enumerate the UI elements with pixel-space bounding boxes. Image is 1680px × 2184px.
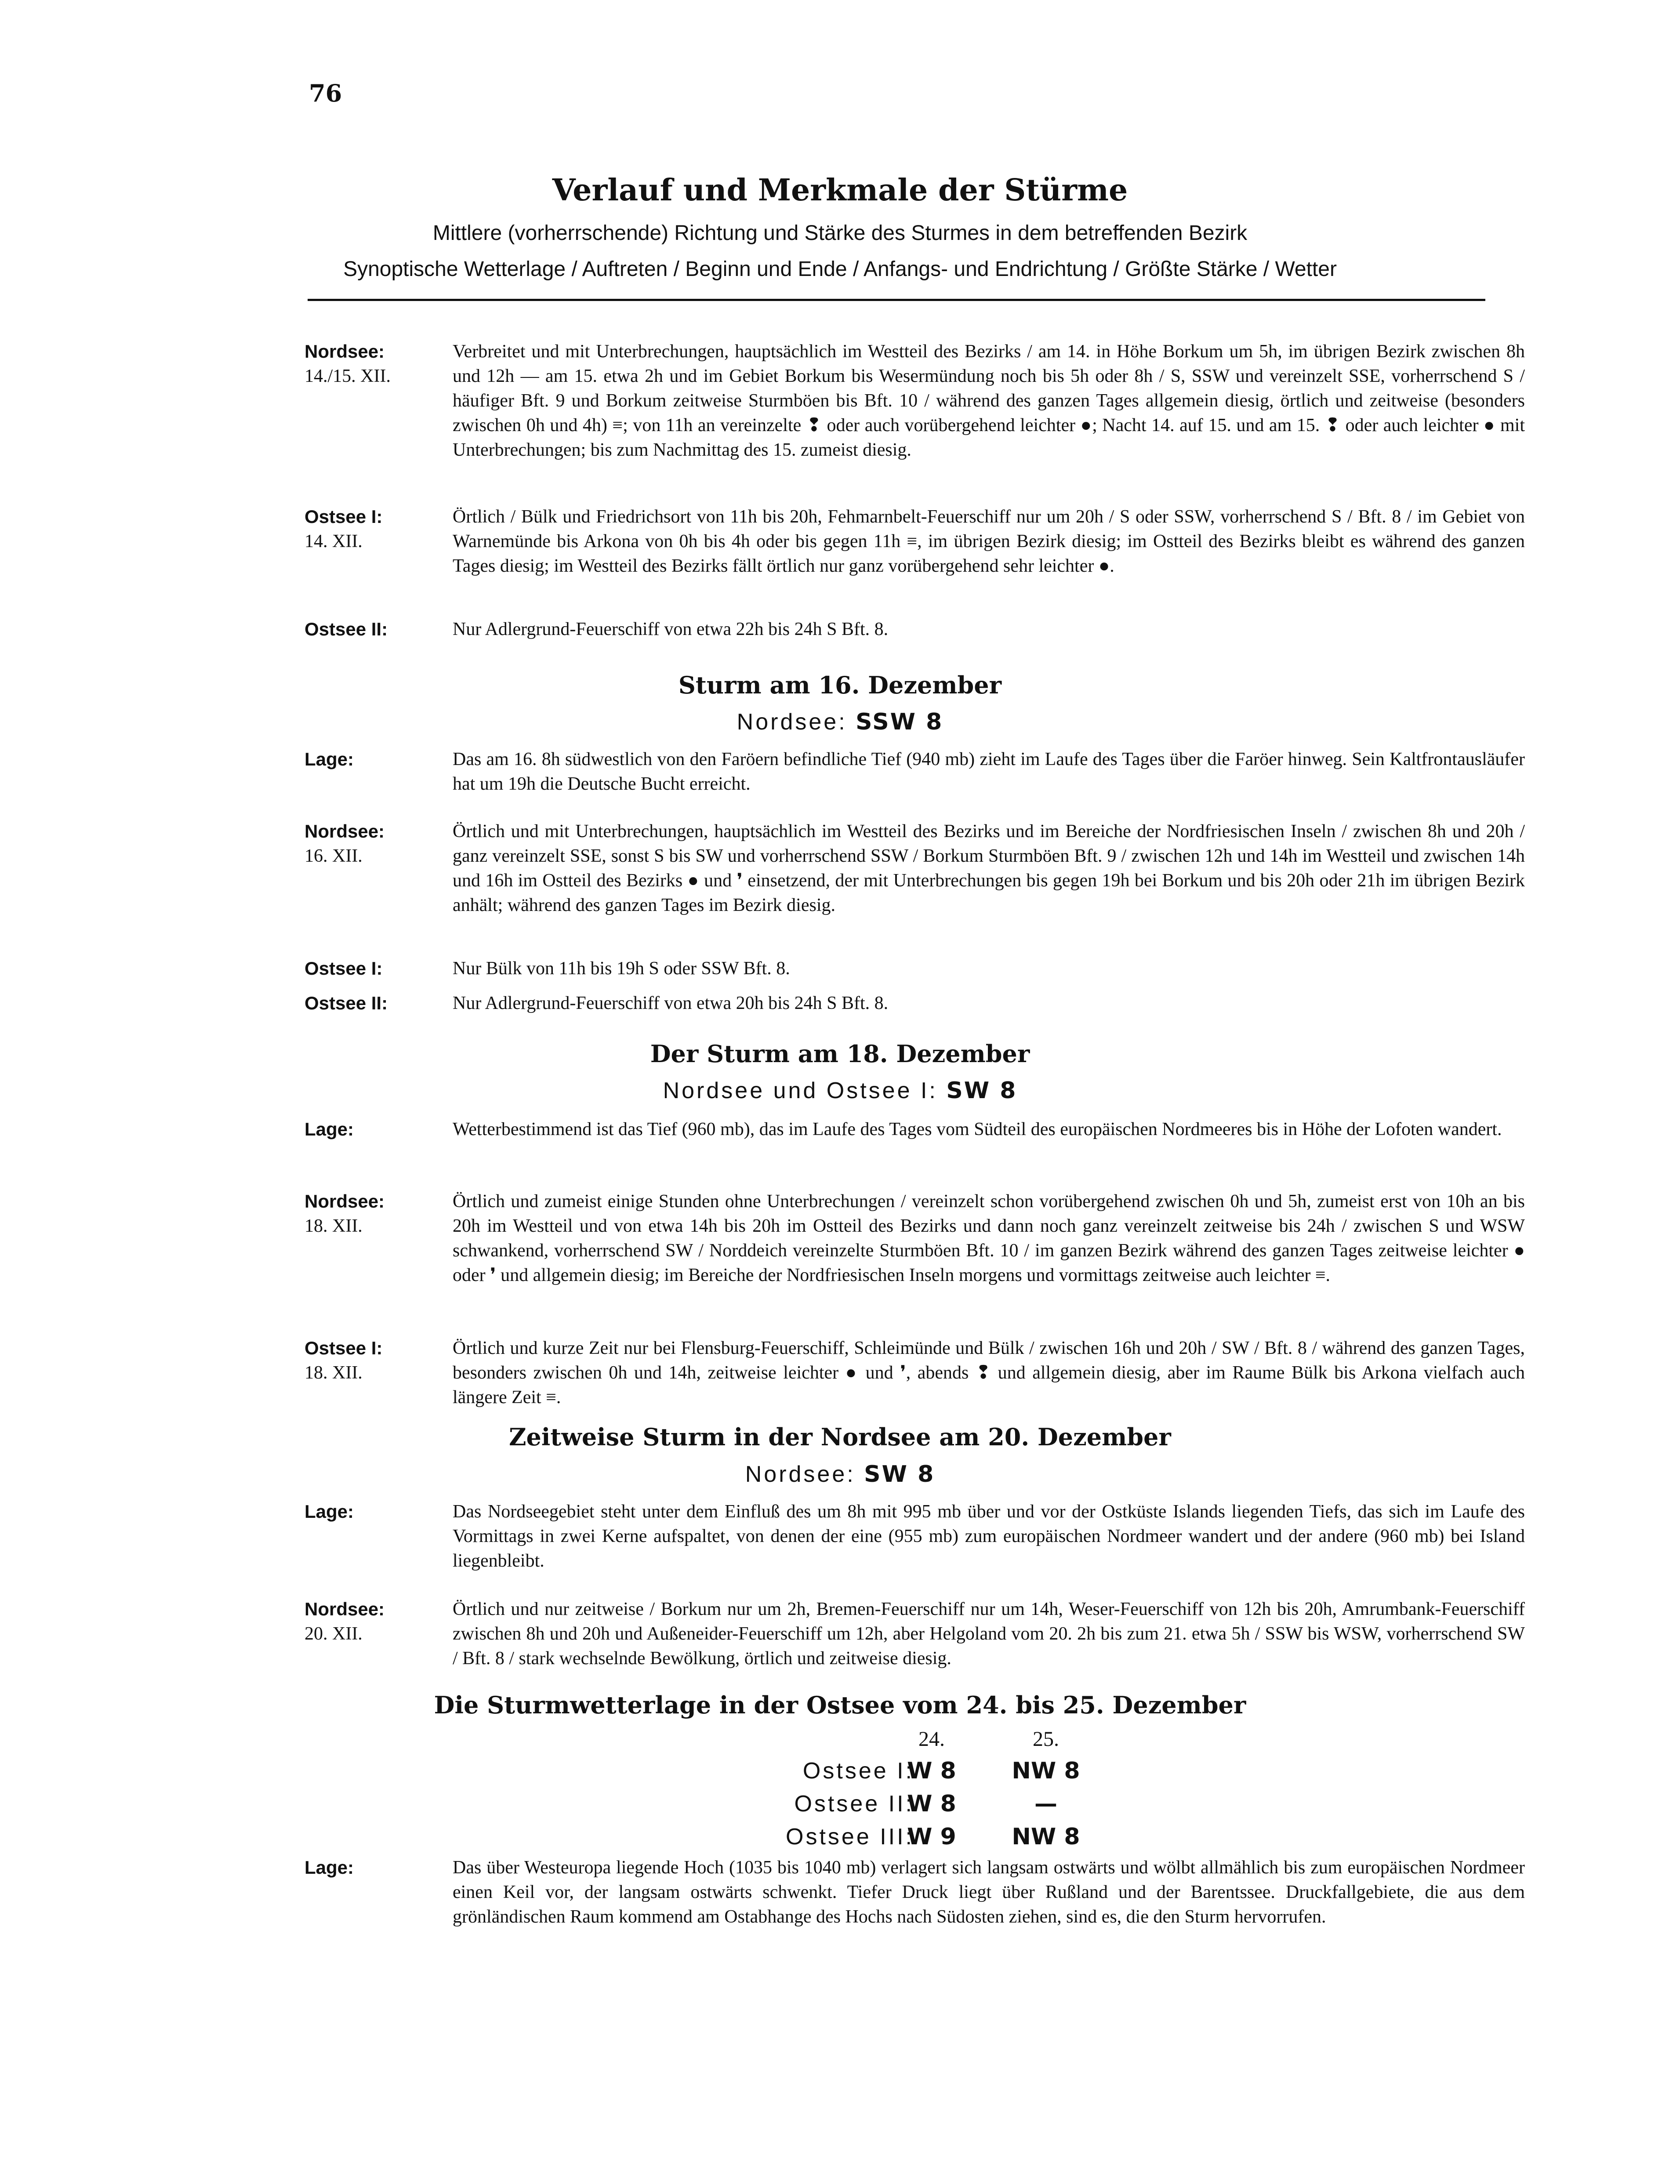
table-cell: W 9 <box>907 1824 956 1850</box>
table-cell: NW 8 <box>1012 1758 1080 1784</box>
page-title: Verlauf und Merkmale der Stürme <box>552 173 1128 208</box>
page-number: 76 <box>309 79 342 107</box>
entry-date: 14. XII. <box>305 531 363 551</box>
entry-text: Nur Adlergrund-Feuerschiff von etwa 20h bis 24h S Bft. 8. <box>453 993 889 1013</box>
entry-label: Nordsee: 16. XII. <box>305 819 436 868</box>
entry-text: Wetterbestimmend ist das Tief (960 mb), das im Laufe des Tages vom Südteil des europäischen Nordmeeres bis in Höhe der Lofoten wandert. <box>453 1119 1502 1139</box>
section-title: Der Sturm am 18. Dezember <box>650 1040 1030 1068</box>
section-wind-summary: Nordsee: SSW 8 <box>737 709 943 735</box>
entry-label: Nordsee: 20. XII. <box>305 1597 436 1646</box>
entry-label: Nordsee: 14./15. XII. <box>305 339 436 388</box>
page-subtitle-2: Synoptische Wetterlage / Auftreten / Beginn und Ende / Anfangs- und Endrichtung / Größte Stärke / Wetter <box>343 258 1337 281</box>
table-cell: W 8 <box>907 1758 956 1784</box>
section-wind-summary: Nordsee und Ostsee I: SW 8 <box>663 1077 1017 1104</box>
section-wind-summary: Nordsee: SW 8 <box>745 1461 935 1487</box>
table-row-label: Ostsee I: <box>802 1758 914 1784</box>
section-title: Die Sturmwetterlage in der Ostsee vom 24. bis 25. Dezember <box>434 1691 1246 1719</box>
table-header: 25. <box>1033 1727 1059 1751</box>
entry-label: Ostsee II: <box>305 993 388 1013</box>
entry-label: Lage: <box>305 749 354 769</box>
table-header: 24. <box>918 1727 945 1751</box>
table-cell: W 8 <box>907 1791 956 1817</box>
entry-label: Lage: <box>305 1119 354 1139</box>
entry-text: Das am 16. 8h südwestlich von den Faröern befindliche Tief (940 mb) zieht im Laufe des Tages über die Faröer hinweg. Sein Kaltfrontausläufer hat um 19h die Deutsche Bucht erreicht. <box>453 749 1525 794</box>
entry-text: Örtlich und nur zeitweise / Borkum nur um 2h, Bremen-Feuerschiff nur um 14h, Weser-Feuerschiff von 12h bis 20h, Amrumbank-Feuerschiff zwischen 8h und 20h und Außeneider-Feuerschiff um 12h, aber Helgoland vom 20. 2h bis zum 21. etwa 5h / SSW bis WSW, vorherrschend SW / Bft. 8 / stark wechselnde Bewölkung, örtlich und zeitweise diesig. <box>453 1599 1525 1669</box>
entry-date: 16. XII. <box>305 846 363 866</box>
entry-text: Örtlich und mit Unterbrechungen, hauptsächlich im Westteil des Bezirks und im Bereiche der Nordfriesischen Inseln / zwischen 8h und 20h / ganz vereinzelt SSE, sonst S bis SW und vorherrschend SSW / Borkum Sturmböen Bft. 9 / zwischen 12h und 14h im Westteil und zwischen 14h und 16h im Ostteil des Bezirks ● und ❜ einsetzend, der mit Unterbrechungen bis gegen 19h bei Borkum und bis 20h oder 21h im übrigen Bezirk anhält; während des ganzen Tages im Bezirk diesig. <box>453 821 1525 915</box>
entry-label: Lage: <box>305 1857 354 1878</box>
entry-text: Verbreitet und mit Unterbrechungen, hauptsächlich im Westteil des Bezirks / am 14. in Höhe Borkum um 5h, im übrigen Bezirk zwischen 8h und 12h — am 15. etwa 2h und im Gebiet Borkum bis Wesermündung noch bis 5h oder 8h / S, SSW und vereinzelt SSE, vorherrschend S / häufiger Bft. 9 und Borkum zeitweise Sturmböen bis Bft. 10 / während des ganzen Tages allgemein diesig, örtlich und zeitweise (besonders zwischen 0h und 4h) ≡; von 11h an vereinzelte ❢ oder auch vorübergehend leichter ●; Nacht 14. auf 15. und am 15. ❢ oder auch leichter ● mit Unterbrechungen; bis zum Nachmittag des 15. zumeist diesig. <box>453 341 1525 460</box>
header-divider <box>308 299 1485 301</box>
entry-text: Das Nordseegebiet steht unter dem Einfluß des um 8h mit 995 mb über und vor der Ostküste Islands liegenden Tiefs, das sich im Laufe des Vormittags in zwei Kerne aufspaltet, von denen der eine (955 mb) zum europäischen Nordmeer wandert und der andere (960 mb) bei Island liegenbleibt. <box>453 1502 1525 1571</box>
entry-label: Ostsee II: <box>305 619 388 639</box>
entry-label: Ostsee I: 18. XII. <box>305 1336 436 1385</box>
table-cell: NW 8 <box>1012 1824 1080 1850</box>
table-cell: — <box>1034 1791 1057 1817</box>
table-row <box>703 1791 1230 1821</box>
entry-label: Nordsee: 18. XII. <box>305 1189 436 1238</box>
entry-text: Örtlich und kurze Zeit nur bei Flensburg-Feuerschiff, Schleimünde und Bülk / zwischen 16h und 20h / SW / Bft. 8 / während des ganzen Tages, besonders zwischen 0h und 14h, zeitweise leichter ● und ❜, abends ❢ und allgemein diesig, aber im Raume Bülk bis Arkona vielfach auch längere Zeit ≡. <box>453 1338 1525 1408</box>
page-subtitle: Mittlere (vorherrschende) Richtung und Stärke des Sturmes in dem betreffenden Bezirk <box>432 221 1248 245</box>
section-title: Sturm am 16. Dezember <box>678 671 1002 699</box>
entry-label: Ostsee I: 14. XII. <box>305 504 436 554</box>
table-row <box>703 1758 1230 1789</box>
entry-date: 18. XII. <box>305 1216 363 1236</box>
entry-text: Örtlich / Bülk und Friedrichsort von 11h bis 20h, Fehmarnbelt-Feuerschiff nur um 20h / S oder SSW, vorherrschend S / Bft. 8 / im Gebiet von Warnemünde bis Arkona von 0h bis 4h oder bis gegen 11h ≡, im übrigen Bezirk diesig; im Ostteil des Bezirks bleibt es während des ganzen Tages diesig; im Westteil des Bezirks fällt örtlich nur ganz vorübergehend sehr leichter ●. <box>453 507 1525 576</box>
entry-label: Lage: <box>305 1501 354 1522</box>
entry-date: 20. XII. <box>305 1624 363 1644</box>
entry-date: 18. XII. <box>305 1363 363 1383</box>
section-title: Zeitweise Sturm in der Nordsee am 20. Dezember <box>509 1423 1171 1451</box>
table-row-label: Ostsee III: <box>786 1824 914 1850</box>
entry-text: Nur Bülk von 11h bis 19h S oder SSW Bft. 8. <box>453 958 790 979</box>
entry-text: Das über Westeuropa liegende Hoch (1035 bis 1040 mb) verlagert sich langsam ostwärts und wölbt allmählich bis zum europäischen Nordmeer einen Keil vor, der langsam ostwärts schwenkt. Tiefer Druck liegt über Rußland und der Barentssee. Druckfallgebiete, die aus dem grönländischen Raum kommend am Ostabhange des Hochs nach Südosten ziehen, sind es, die den Sturm hervorrufen. <box>453 1857 1525 1927</box>
table-header-row <box>703 1727 1230 1758</box>
entry-label: Ostsee I: <box>305 958 383 979</box>
entry-text: Örtlich und zumeist einige Stunden ohne Unterbrechungen / vereinzelt schon vorübergehend zwischen 0h und 5h, zumeist erst von 10h an bis 20h im Westteil und von etwa 14h bis 20h im Ostteil des Bezirks und dann noch ganz vereinzelt zeitweise bis 24h / zwischen S und WSW schwankend, vorherrschend SW / Norddeich vereinzelte Sturmböen Bft. 10 / im ganzen Bezirk während des ganzen Tages zeitweise leichter ● oder ❜ und allgemein diesig; im Bereiche der Nordfriesischen Inseln morgens und vormittags zeitweise auch leichter ≡. <box>453 1191 1525 1285</box>
table-row <box>703 1824 1230 1854</box>
entry-date: 14./15. XII. <box>305 366 391 386</box>
table-row-label: Ostsee II: <box>794 1791 914 1817</box>
entry-text: Nur Adlergrund-Feuerschiff von etwa 22h bis 24h S Bft. 8. <box>453 619 889 639</box>
